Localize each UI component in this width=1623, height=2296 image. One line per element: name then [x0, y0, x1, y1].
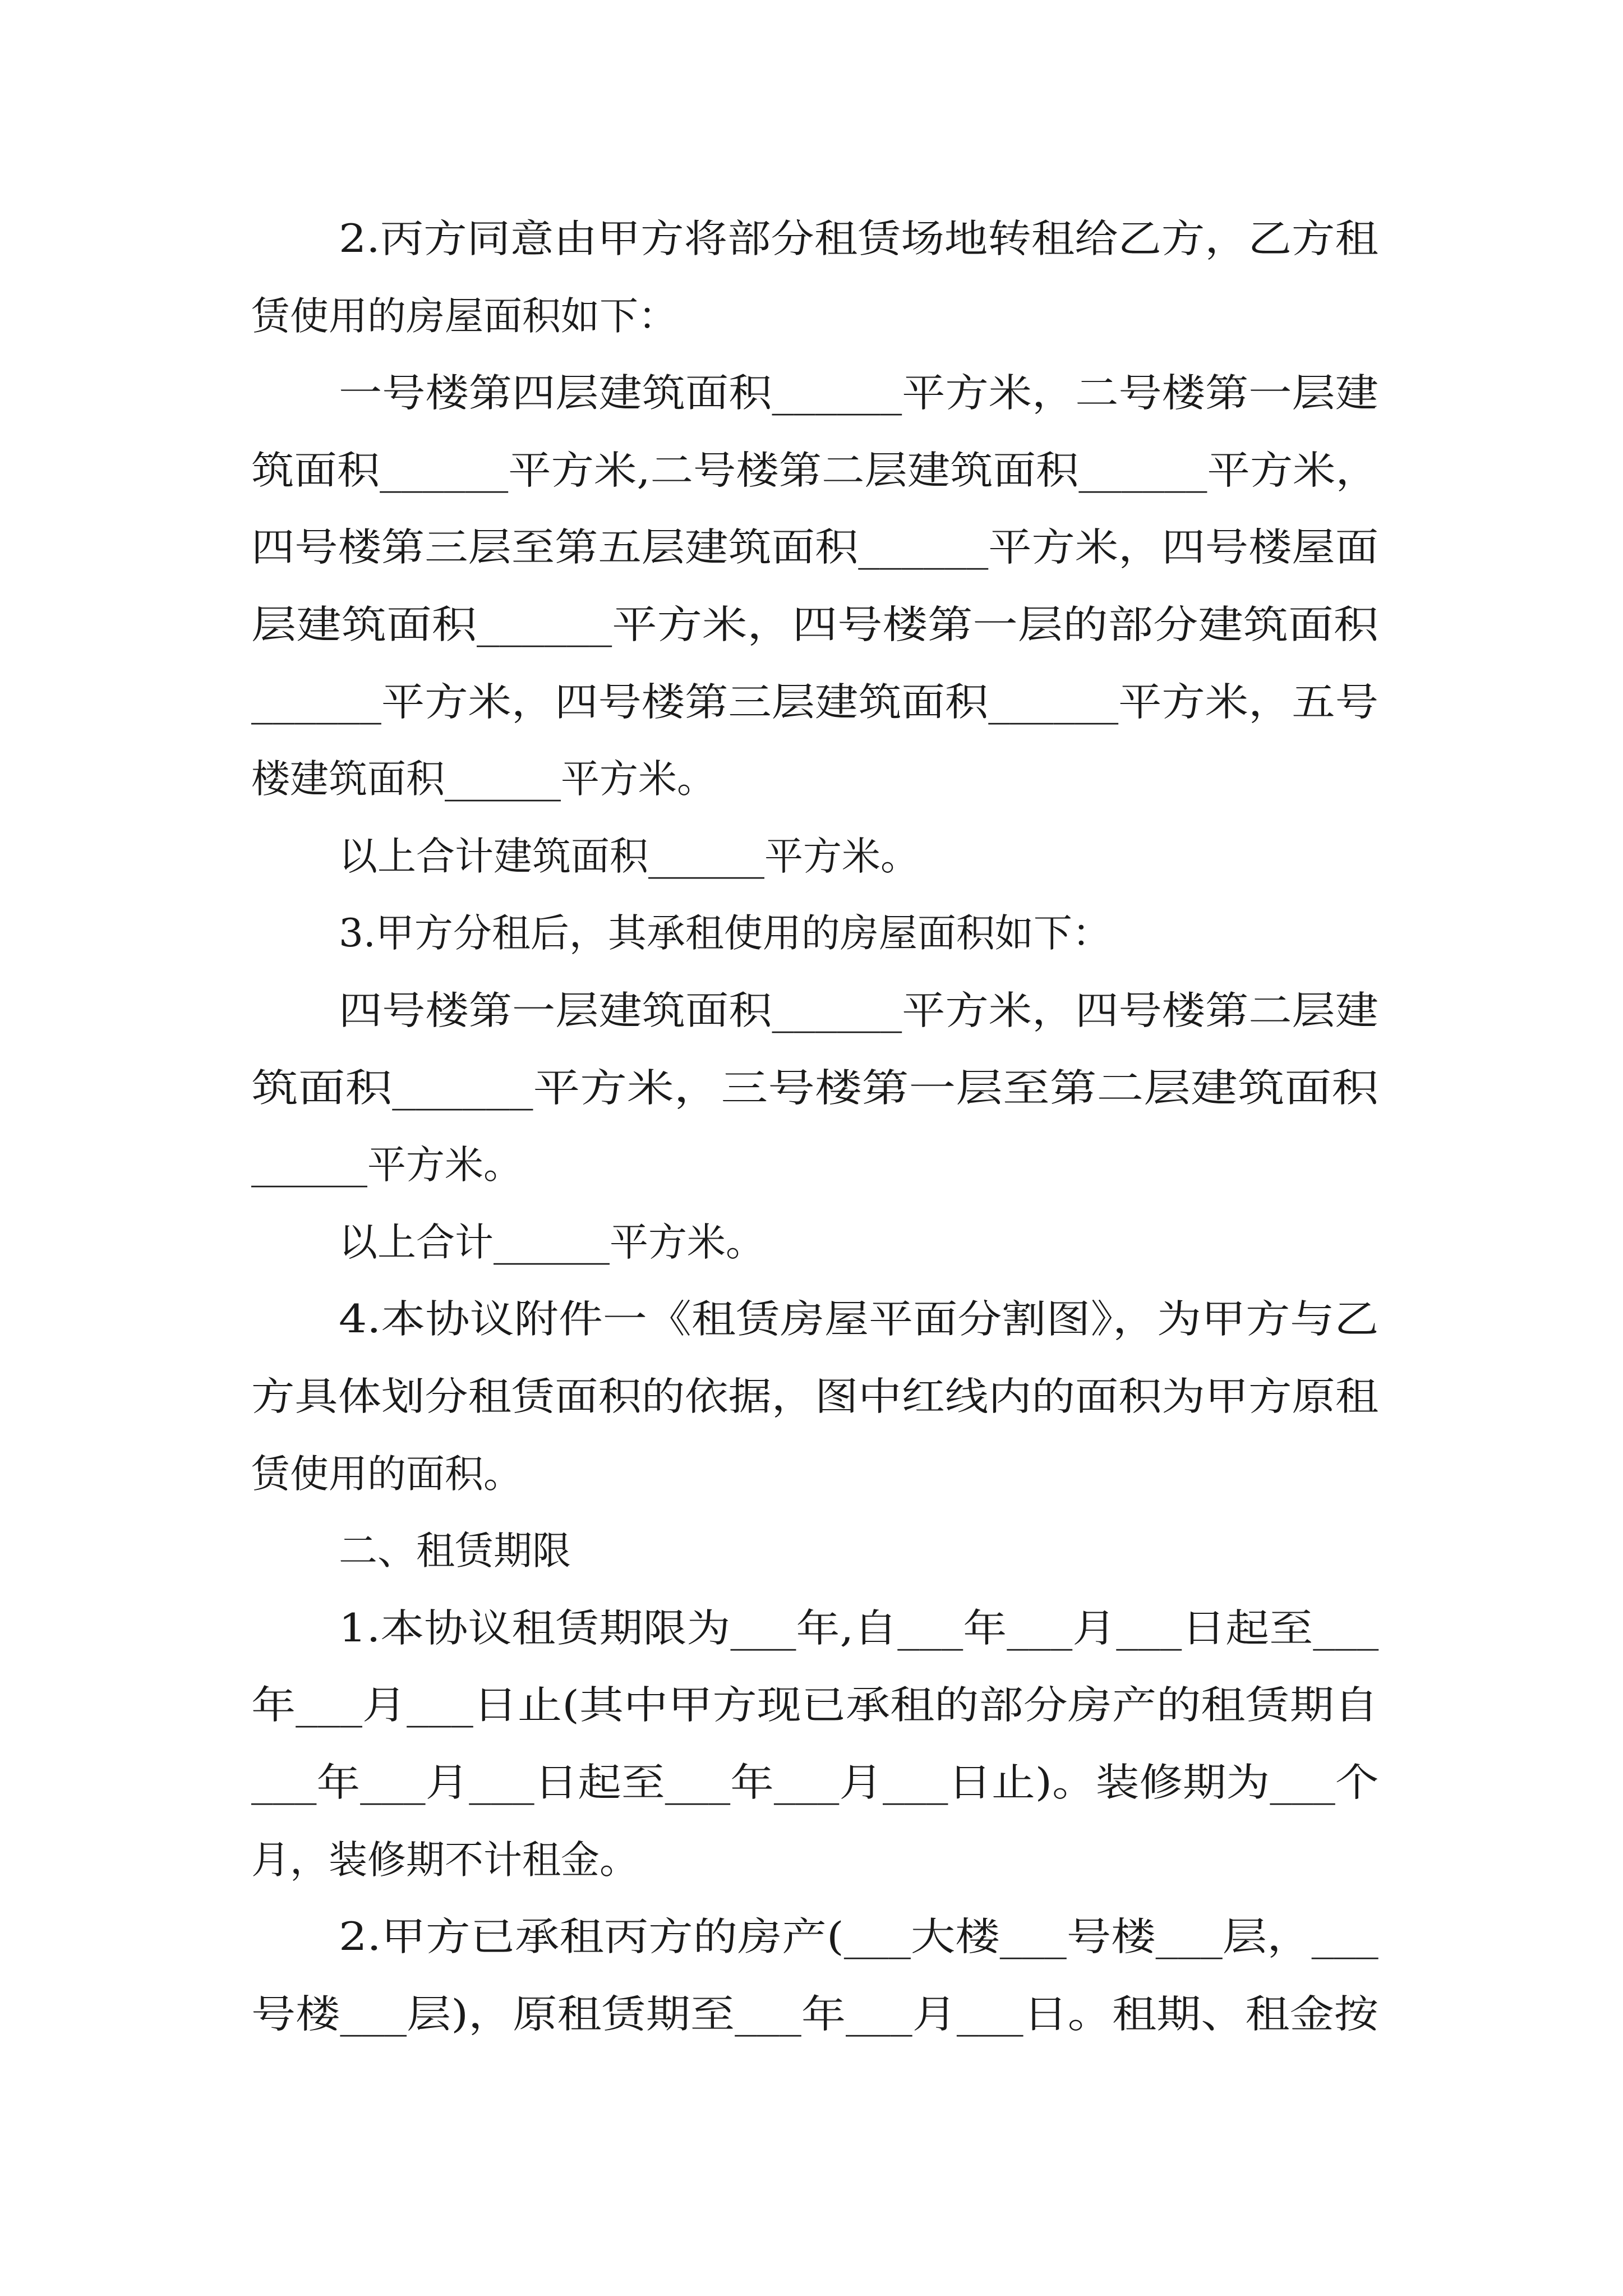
text-line: 2.丙方同意由甲方将部分租赁场地转租给乙方，乙方租	[339, 217, 1378, 261]
text-line: 4.本协议附件一《租赁房屋平面分割图》，为甲方与乙	[339, 1297, 1379, 1342]
text-line: ______平方米。	[251, 1143, 522, 1188]
text-line: 方具体划分租赁面积的依据，图中红线内的面积为甲方原租	[251, 1374, 1378, 1419]
text-line: 以上合计______平方米。	[339, 1220, 764, 1265]
text-line: 四号楼第一层建筑面积______平方米，四号楼第二层建	[339, 988, 1378, 1033]
text-line: 筑面积______平方米,二号楼第二层建筑面积______平方米，	[251, 448, 1378, 493]
text-line: 一号楼第四层建筑面积______平方米，二号楼第一层建	[339, 371, 1378, 416]
text-line: 2.甲方已承租丙方的房产(___大楼___号楼___层，___	[339, 1915, 1378, 1960]
text-line: 赁使用的面积。	[251, 1451, 522, 1497]
text-line: 四号楼第三层至第五层建筑面积______平方米，四号楼屋面	[251, 525, 1378, 570]
text-line: ______平方米，四号楼第三层建筑面积______平方米，五号	[251, 679, 1378, 725]
text-line: 赁使用的房屋面积如下：	[251, 293, 677, 339]
text-line: 号楼___层)，原租赁期至___年___月___日。租期、租金按	[251, 1991, 1378, 2037]
section-heading: 二、租赁期限	[339, 1529, 571, 1574]
text-line: 1.本协议租赁期限为___年,自___年___月___日起至___	[339, 1605, 1379, 1651]
text-line: 层建筑面积______平方米，四号楼第一层的部分建筑面积	[251, 602, 1378, 647]
text-line: 月，装修期不计租金。	[251, 1837, 638, 1883]
text-line: 年___月___日止(其中甲方现已承租的部分房产的租赁期自	[251, 1683, 1378, 1728]
text-line: 以上合计建筑面积______平方米。	[339, 834, 919, 879]
text-line: 筑面积______平方米，三号楼第一层至第二层建筑面积	[251, 1065, 1378, 1111]
text-line: 3.甲方分租后，其承租使用的房屋面积如下：	[339, 911, 1111, 956]
text-line: ___年___月___日起至___年___月___日止)。装修期为___个	[251, 1760, 1379, 1805]
text-line: 楼建筑面积______平方米。	[251, 757, 716, 802]
